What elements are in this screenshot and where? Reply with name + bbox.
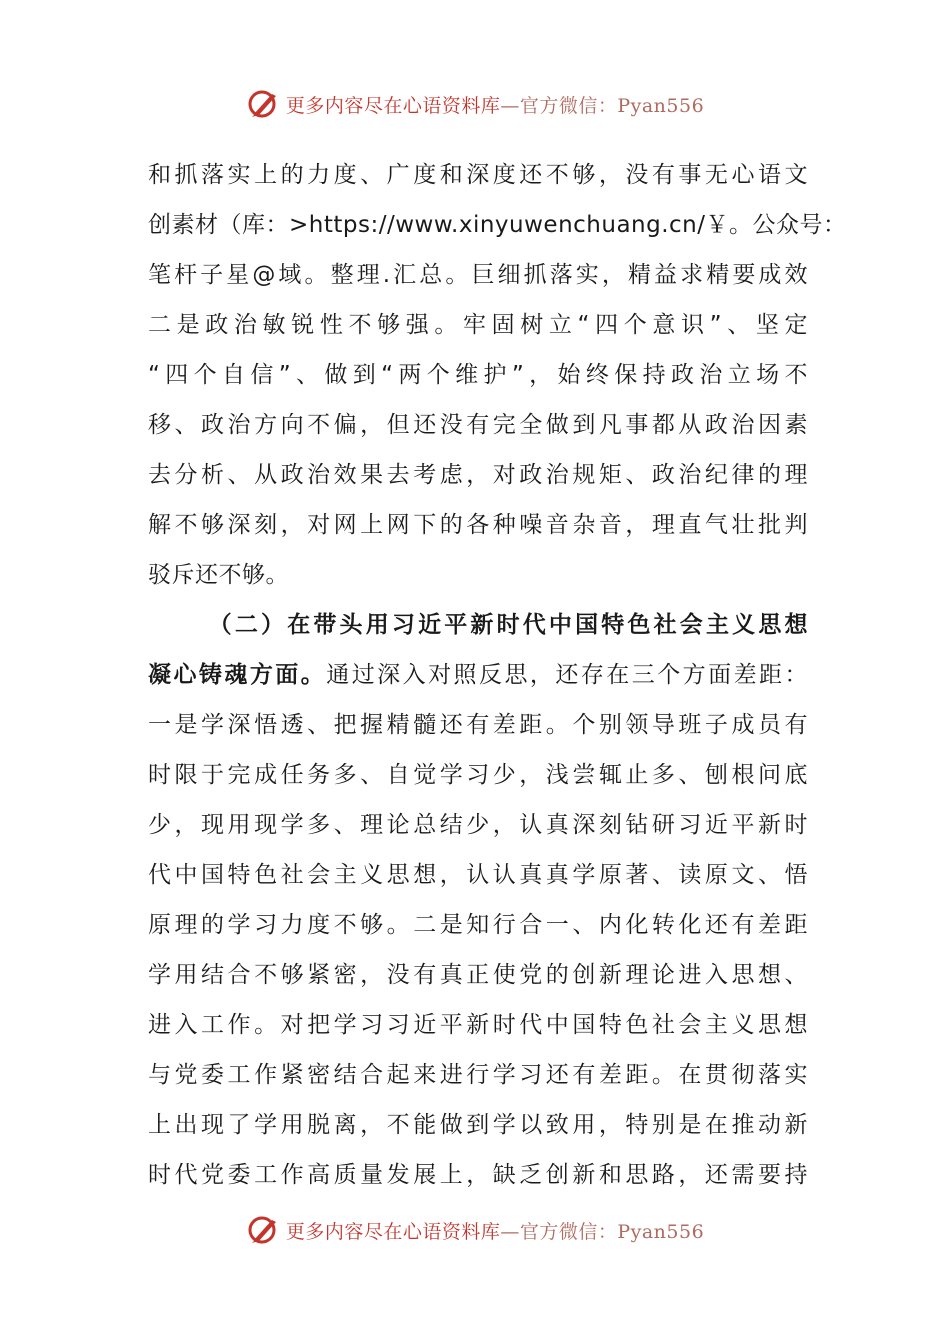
paragraph-text: 通过深入对照反思，还存在三个方面差距： — [326, 662, 809, 688]
paragraph-line: 一是学深悟透、把握精髓还有差距。个别领导班子成员有 — [148, 712, 808, 738]
paragraph-line: 时限于完成任务多、自觉学习少，浅尝辄止多、刨根问底 — [148, 762, 808, 788]
header-banner — [0, 84, 950, 124]
banner-text — [286, 91, 704, 118]
banner-text-main: 更多内容尽在心语资料库 — [285, 1220, 501, 1243]
paragraph-line: 少，现用现学多、理论总结少，认真深刻钻研习近平新时 — [148, 812, 808, 838]
banner-text — [286, 1217, 704, 1244]
paragraph-line: 移、政治方向不偏，但还没有完全做到凡事都从政治因素 — [148, 412, 808, 438]
footer-banner — [0, 1210, 950, 1250]
document-body — [148, 150, 847, 1200]
paragraph-line: 时代党委工作高质量发展上，缺乏创新和思路，还需要持 — [148, 1162, 808, 1188]
section-heading-tail: 凝心铸魂方面。 — [148, 662, 327, 688]
paragraph-line: 与党委工作紧密结合起来进行学习还有差距。在贯彻落实 — [148, 1062, 808, 1088]
pen-circle-logo-icon — [246, 86, 282, 122]
paragraph-line: 驳斥还不够。 — [148, 562, 289, 588]
paragraph-line: 和抓落实上的力度、广度和深度还不够，没有事无心语文 — [148, 162, 808, 188]
paragraph-line: 进入工作。对把学习习近平新时代中国特色社会主义思想 — [148, 1012, 808, 1038]
banner-text-contact: —官方微信：Pyan556 — [500, 1220, 705, 1243]
paragraph-line — [148, 650, 808, 700]
banner-text-contact: —官方微信：Pyan556 — [500, 94, 705, 117]
paragraph-line: 解不够深刻，对网上网下的各种噪音杂音，理直气壮批判 — [148, 512, 808, 538]
paragraph-line: 学用结合不够紧密，没有真正使党的创新理论进入思想、 — [148, 962, 808, 988]
pen-circle-logo-icon — [246, 1212, 282, 1248]
paragraph-line: 原理的学习力度不够。二是知行合一、内化转化还有差距 — [148, 912, 808, 938]
paragraph-line: 去分析、从政治效果去考虑，对政治规矩、政治纪律的理 — [148, 462, 808, 488]
section-heading: （二）在带头用习近平新时代中国特色社会主义思想 — [206, 612, 808, 638]
section-heading-line — [148, 600, 808, 650]
paragraph-line: 笔杆子星@域。整理.汇总。巨细抓落实，精益求精要成效 — [148, 262, 808, 288]
paragraph-line: 创素材（库：>https://www.xinyuwenchuang.cn/￥。公众号： — [148, 212, 847, 238]
banner-text-main: 更多内容尽在心语资料库 — [285, 94, 501, 117]
paragraph-line: 代中国特色社会主义思想，认认真真学原著、读原文、悟 — [148, 862, 808, 888]
paragraph-line: 上出现了学用脱离，不能做到学以致用，特别是在推动新 — [148, 1112, 808, 1138]
paragraph-line: “四个自信”、做到“两个维护”，始终保持政治立场不 — [148, 362, 808, 388]
paragraph-line: 二是政治敏锐性不够强。牢固树立“四个意识”、坚定 — [148, 312, 808, 338]
